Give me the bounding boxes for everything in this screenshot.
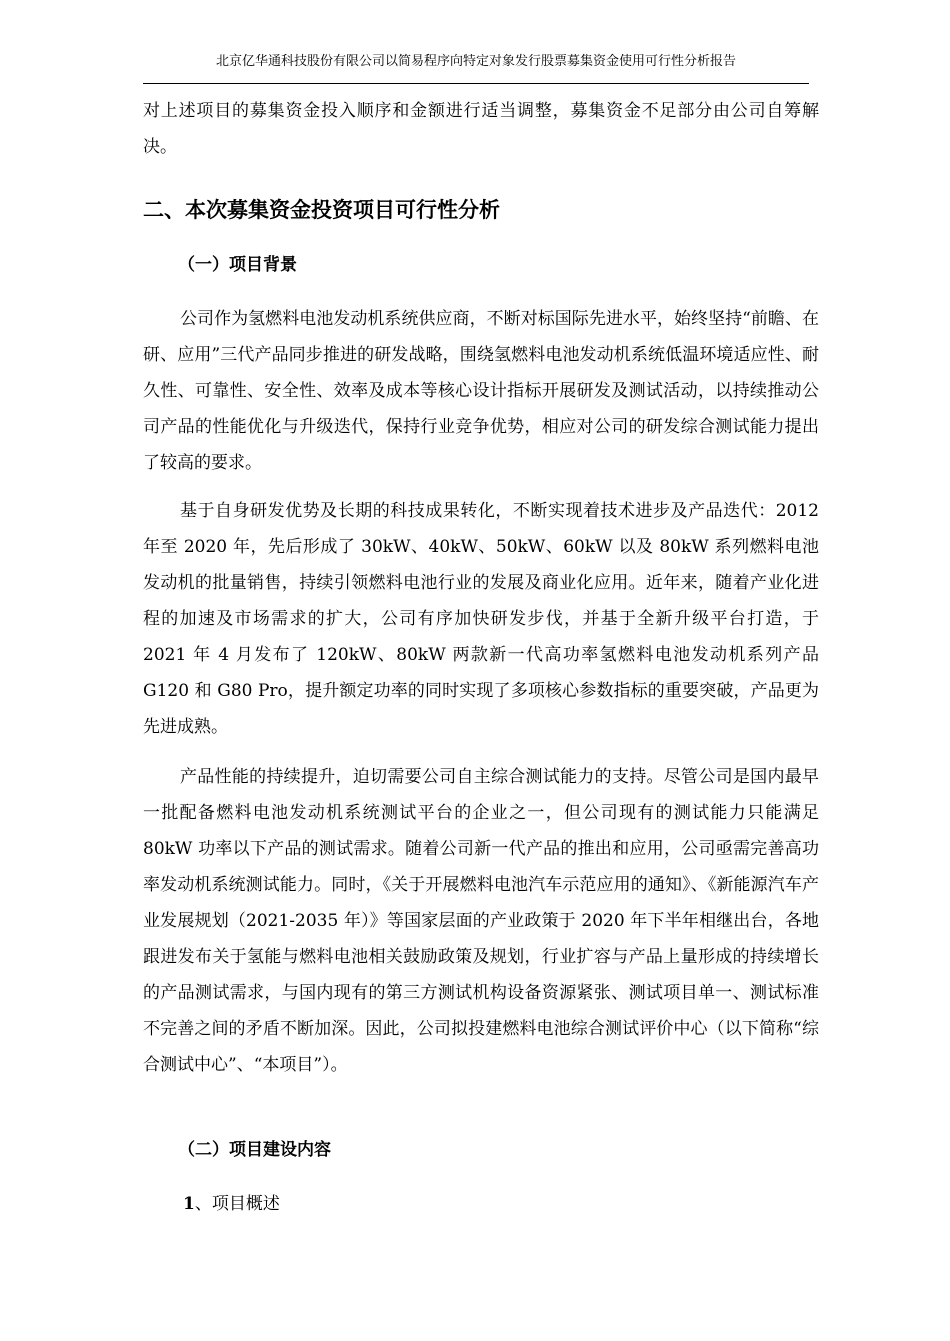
continuation-paragraph: 对上述项目的募集资金投入顺序和金额进行适当调整，募集资金不足部分由公司自筹解决。 bbox=[143, 101, 819, 157]
item-number: 1 bbox=[183, 1194, 195, 1214]
section-title: 二、本次募集资金投资项目可行性分析 bbox=[143, 198, 500, 222]
item-heading-overview bbox=[183, 1190, 280, 1218]
background-paragraph-1: 公司作为氢燃料电池发动机系统供应商，不断对标国际先进水平，始终坚持“前瞻、在研、应用”三代产品同步推进的研发战略，围绕氢燃料电池发动机系统低温环境适应性、耐久性、可靠性、安全性、效率及成本等核心设计指标开展研发及测试活动，以持续推动公司产品的性能优化与升级迭代，保持行业竞争优势，相应对公司的研发综合测试能力提出了较高的要求。 bbox=[143, 309, 819, 473]
page-header: 北京亿华通科技股份有限公司以简易程序向特定对象发行股票募集资金使用可行性分析报告 bbox=[215, 54, 736, 69]
background-paragraph-3: 产品性能的持续提升，迫切需要公司自主综合测试能力的支持。尽管公司是国内最早一批配备燃料电池发动机系统测试平台的企业之一，但公司现有的测试能力只能满足 80kW 功率以下产品的测试需求。随着公司新一代产品的推出和应用，公司亟需完善高功率发动机系统测试能力。同时，《关于开展燃料电池汽车示范应用的通知》、《新能源汽车产业发展规划（2021-2035 年）》等国家层面的产业政策于 2020 年下半年相继出台，各地跟进发布关于氢能与燃料电池相关鼓励政策及规划，行业扩容与产品上量形成的持续增长的产品测试需求，与国内现有的第三方测试机构设备资源紧张、测试项目单一、测试标准不完善之间的矛盾不断加深。因此，公司拟投建燃料电池综合测试评价中心（以下简称“综合测试中心”、“本项目”）。 bbox=[143, 767, 819, 1075]
header-divider bbox=[143, 83, 809, 84]
item-title: 、项目概述 bbox=[194, 1194, 280, 1214]
subsection-title-background: （一）项目背景 bbox=[178, 255, 297, 275]
subsection-title-construction: （二）项目建设内容 bbox=[178, 1140, 331, 1160]
background-paragraph-2: 基于自身研发优势及长期的科技成果转化，不断实现着技术进步及产品迭代：2012 年至 2020 年，先后形成了 30kW、40kW、50kW、60kW 以及 80kW 系列燃料电池发动机的批量销售，持续引领燃料电池行业的发展及商业化应用。近年来，随着产业化进程的加速及市场需求的扩大，公司有序加快研发步伐，并基于全新升级平台打造，于 2021 年 4 月发布了 120kW、80kW 两款新一代高功率氢燃料电池发动机系列产品 G120 和 G80 Pro，提升额定功率的同时实现了多项核心参数指标的重要突破，产品更为先进成熟。 bbox=[143, 501, 819, 737]
